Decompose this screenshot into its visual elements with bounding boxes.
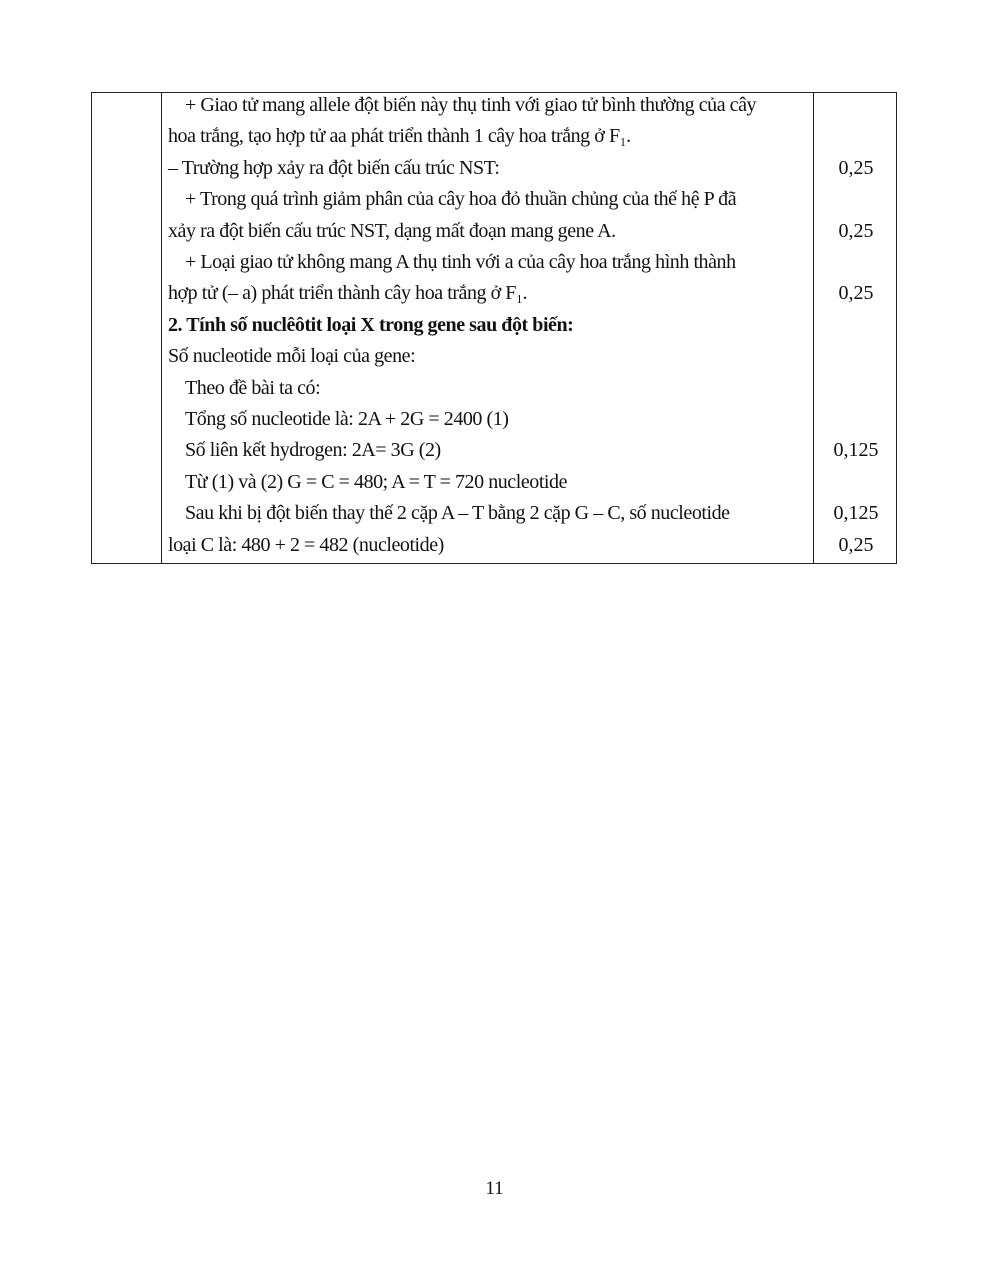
section-heading: 2. Tính số nuclêôtit loại X trong gene sau đột biến:: [168, 313, 574, 336]
row-text: – Trường hợp xảy ra đột biến cấu trúc NST:: [168, 156, 500, 179]
row-text: Tổng số nucleotide là: 2A + 2G = 2400 (1): [185, 408, 509, 430]
table-row: [92, 435, 896, 466]
table-row: [92, 404, 896, 435]
table-row: [92, 373, 896, 404]
table-row: [92, 341, 896, 372]
table-row: [92, 153, 896, 184]
table-row: [92, 278, 896, 309]
row-text: hoa trắng, tạo hợp tử aa phát triển thành 1 cây hoa trắng ở F₁.: [168, 125, 631, 148]
row-text: Theo đề bài ta có:: [185, 376, 321, 399]
table-row: [92, 530, 896, 561]
row-text: Từ (1) và (2) G = C = 480; A = T = 720 nucleotide: [185, 470, 568, 493]
row-text: + Loại giao tử không mang A thụ tinh với a của cây hoa trắng hình thành: [185, 251, 736, 273]
answer-table: [91, 92, 897, 564]
row-score: 0,25: [838, 533, 874, 556]
page-number: 11: [485, 1178, 504, 1199]
row-score: 0,125: [833, 502, 879, 525]
row-score: 0,25: [838, 282, 874, 305]
table-row: [92, 498, 896, 529]
row-text: + Trong quá trình giảm phân của cây hoa đỏ thuần chủng của thế hệ P đã: [185, 188, 737, 211]
table-row: [92, 467, 896, 498]
table-row: [92, 184, 896, 215]
row-text: hợp tử (– a) phát triển thành cây hoa trắng ở F₁.: [168, 282, 528, 305]
row-text: Số liên kết hydrogen: 2A= 3G (2): [185, 439, 441, 462]
row-score: 0,25: [838, 156, 874, 179]
row-text: loại C là: 480 + 2 = 482 (nucleotide): [168, 533, 444, 556]
row-text: Sau khi bị đột biến thay thế 2 cặp A – T bằng 2 cặp G – C, số nucleotide: [185, 502, 730, 525]
table-row: [92, 247, 896, 278]
row-text: + Giao tử mang allele đột biến này thụ tinh với giao tử bình thường của cây: [185, 94, 757, 116]
table-row: [92, 121, 896, 152]
row-score: 0,25: [838, 219, 874, 242]
row-text: Số nucleotide mỗi loại của gene:: [168, 345, 416, 368]
table-row: [92, 90, 896, 121]
table-row: [92, 310, 896, 341]
row-text: xảy ra đột biến cấu trúc NST, dạng mất đoạn mang gene A.: [168, 219, 616, 242]
row-score: 0,125: [833, 439, 879, 462]
table-row: [92, 216, 896, 247]
